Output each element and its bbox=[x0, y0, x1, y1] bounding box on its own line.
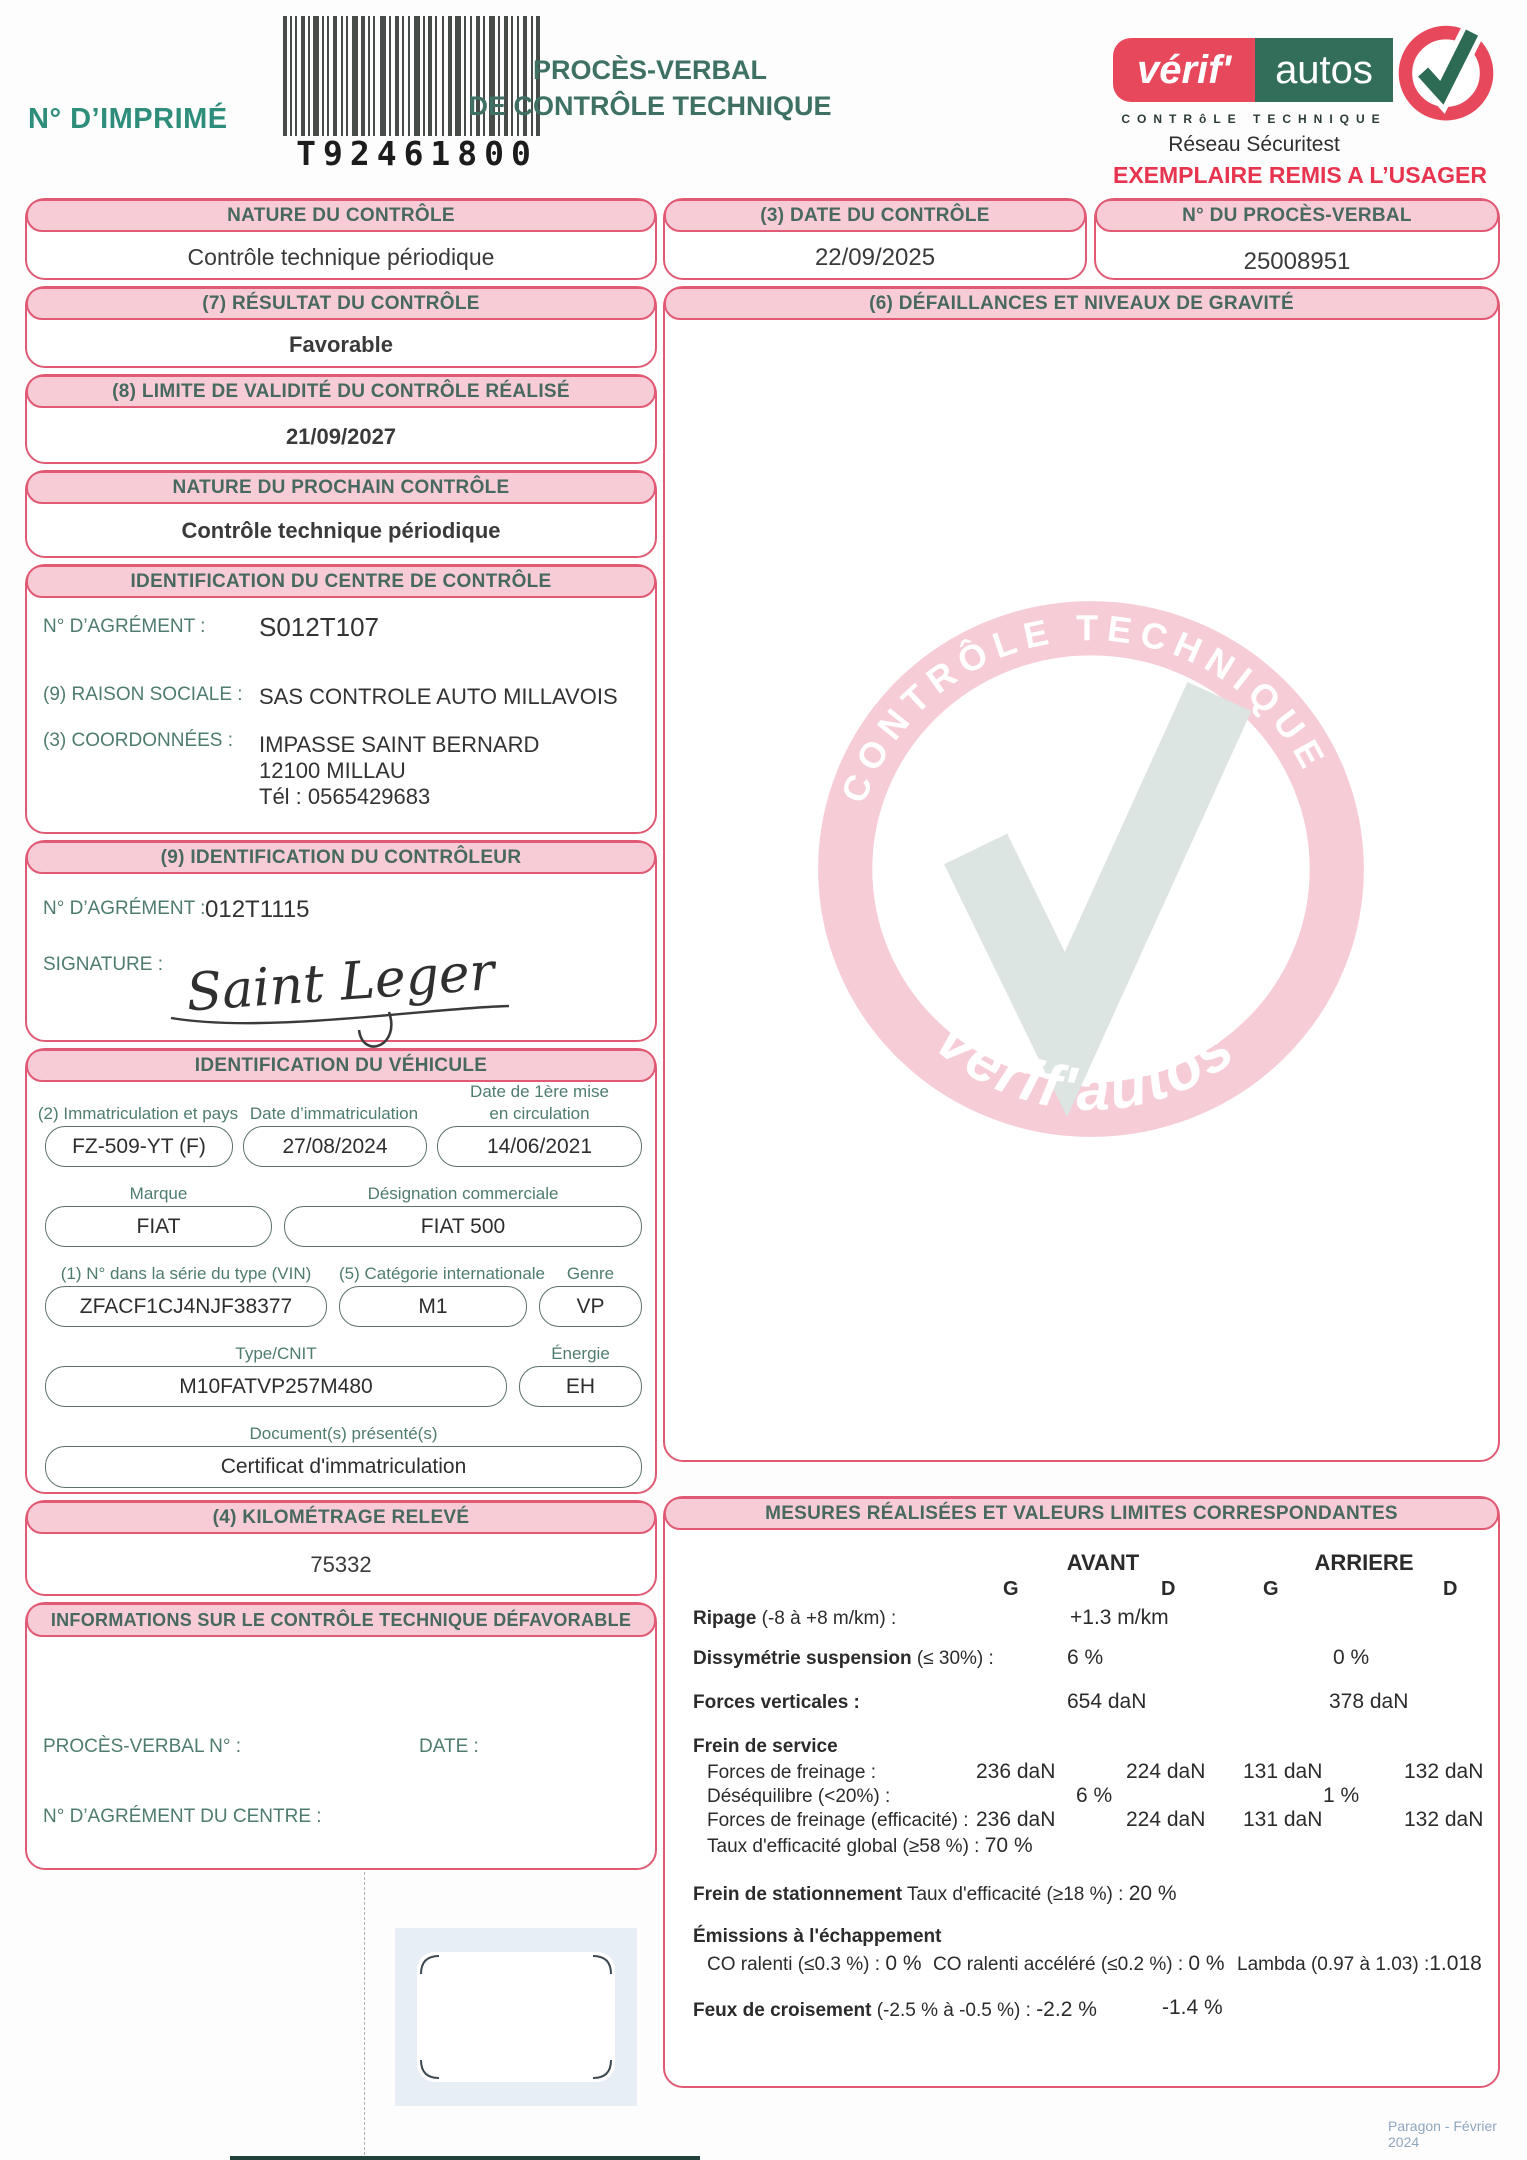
col-g1: G bbox=[1003, 1578, 1019, 1600]
defavorable-agrement-label: N° D’AGRÉMENT DU CENTRE : bbox=[43, 1806, 322, 1827]
feux-row bbox=[693, 1998, 1097, 2022]
brand-subtitle: CONTRôLE TECHNIQUE bbox=[1121, 112, 1387, 126]
brand-network: Réseau Sécuritest bbox=[1168, 133, 1340, 156]
documents-value: Certificat d'immatriculation bbox=[45, 1446, 642, 1488]
ffe-avant-g: 236 daN bbox=[976, 1808, 1056, 1831]
co-ralenti-label: CO ralenti (≤0.3 %) : bbox=[707, 1954, 881, 1975]
ripage-label-bold: Ripage bbox=[693, 1608, 757, 1629]
pv-value: 25008951 bbox=[1243, 248, 1351, 275]
section-defaillances-header bbox=[664, 287, 1499, 320]
signature-image bbox=[157, 914, 517, 1049]
watermark-bottom-text: vérif'autos bbox=[924, 1005, 1248, 1124]
frein-service-title: Frein de service bbox=[693, 1736, 838, 1757]
scan-edge-strip bbox=[230, 2156, 700, 2160]
mise-circ-label-1: Date de 1ère mise bbox=[470, 1082, 609, 1101]
col-arriere: ARRIERE bbox=[1314, 1550, 1414, 1575]
energie-value: EH bbox=[519, 1366, 642, 1407]
section-nature bbox=[25, 198, 657, 280]
ripage-avant-value: +1.3 m/km bbox=[1070, 1606, 1169, 1629]
checkmark-circle-icon bbox=[1394, 18, 1498, 122]
feux-droite-value: -1.4 % bbox=[1162, 1996, 1223, 2019]
section-limite bbox=[25, 374, 657, 464]
section-mesures-header bbox=[664, 1497, 1499, 1530]
mise-circ-label-2: en circulation bbox=[489, 1104, 590, 1123]
frein-stationnement-title: Frein de stationnement bbox=[693, 1884, 903, 1905]
ff-avant-d: 224 daN bbox=[1126, 1760, 1206, 1783]
type-cnit-label: Type/CNIT bbox=[235, 1344, 317, 1363]
section-centre-header bbox=[26, 565, 656, 598]
marque-label: Marque bbox=[129, 1184, 188, 1203]
desequilibre-arriere: 1 % bbox=[1323, 1784, 1360, 1807]
printer-credit: Paragon - Février 2024 bbox=[1388, 2118, 1497, 2150]
watermark-logo bbox=[780, 578, 1402, 1150]
centre-agrement-label: N° D’AGRÉMENT : bbox=[43, 616, 206, 637]
date-immat-label: Date d’immatriculation bbox=[249, 1104, 419, 1123]
section-prochain-title: NATURE DU PROCHAIN CONTRÔLE bbox=[172, 476, 510, 498]
date-value: 22/09/2025 bbox=[814, 244, 936, 271]
document-title-line1: PROCÈS-VERBAL bbox=[532, 55, 768, 85]
controleur-agrement-value: 012T1115 bbox=[205, 896, 310, 923]
marque-value: FIAT bbox=[45, 1206, 272, 1247]
nature-value: Contrôle technique périodique bbox=[187, 244, 495, 270]
barcode-number: T92461800 bbox=[296, 134, 538, 173]
section-limite-header bbox=[26, 375, 656, 408]
section-kilometrage bbox=[25, 1500, 657, 1596]
signature-label: SIGNATURE : bbox=[43, 954, 163, 975]
desequilibre-avant: 6 % bbox=[1076, 1784, 1113, 1807]
col-d2: D bbox=[1443, 1578, 1458, 1600]
designation-label: Désignation commerciale bbox=[367, 1184, 559, 1203]
dissymetrie-avant-value: 6 % bbox=[1067, 1646, 1104, 1669]
dissymetrie-label-bold: Dissymétrie suspension bbox=[693, 1648, 912, 1669]
ffe-arriere-g: 131 daN bbox=[1243, 1808, 1323, 1831]
forces-verticales-label: Forces verticales : bbox=[693, 1692, 860, 1713]
ripage-label bbox=[693, 1608, 896, 1630]
co-accelere-value: 0 % bbox=[1188, 1952, 1225, 1975]
controleur-agrement-label: N° D’AGRÉMENT : bbox=[43, 898, 206, 919]
section-limite-title: (8) LIMITE DE VALIDITÉ DU CONTRÔLE RÉALISÉ bbox=[112, 380, 570, 402]
lambda-label: Lambda (0.97 à 1.03) : bbox=[1237, 1954, 1430, 1975]
lambda-value: 1.018 bbox=[1429, 1952, 1482, 1975]
section-date-header bbox=[664, 199, 1086, 232]
centre-raison-label: (9) RAISON SOCIALE : bbox=[43, 684, 243, 705]
col-avant: AVANT bbox=[1066, 1550, 1140, 1575]
fold-line bbox=[364, 1872, 365, 2160]
ff-arriere-d: 132 daN bbox=[1404, 1760, 1484, 1783]
emissions-title: Émissions à l'échappement bbox=[693, 1926, 942, 1947]
imprint-number-label: N° D’IMPRIMÉ bbox=[28, 103, 228, 135]
ff-arriere-g: 131 daN bbox=[1243, 1760, 1323, 1783]
sticker-corner-marks bbox=[417, 1952, 615, 2082]
section-defaillances-title: (6) DÉFAILLANCES ET NIVEAUX DE GRAVITÉ bbox=[869, 292, 1294, 314]
categorie-value: M1 bbox=[339, 1286, 527, 1327]
documents-label: Document(s) présenté(s) bbox=[249, 1424, 438, 1443]
ripage-label-rest: (-8 à +8 m/km) : bbox=[756, 1608, 897, 1629]
section-prochain bbox=[25, 470, 657, 558]
ffe-avant-d: 224 daN bbox=[1126, 1808, 1206, 1831]
signature-name: Saint Leger bbox=[184, 942, 497, 1024]
categorie-label: (5) Catégorie internationale bbox=[339, 1264, 546, 1283]
section-defaillances bbox=[663, 286, 1500, 1462]
copy-notice: EXEMPLAIRE REMIS A L’USAGER bbox=[1112, 162, 1487, 188]
section-centre-title: IDENTIFICATION DU CENTRE DE CONTRÔLE bbox=[130, 570, 552, 592]
type-cnit-value: M10FATVP257M480 bbox=[45, 1366, 507, 1407]
section-resultat-title: (7) RÉSULTAT DU CONTRÔLE bbox=[202, 292, 480, 314]
genre-label: Genre bbox=[566, 1264, 615, 1283]
brand-logo-verif bbox=[1113, 38, 1255, 102]
forces-freinage-efficacite-label: Forces de freinage (efficacité) : bbox=[707, 1810, 969, 1831]
section-nature-title: NATURE DU CONTRÔLE bbox=[227, 204, 455, 226]
sticker-zone bbox=[395, 1928, 637, 2106]
vin-label: (1) N° dans la série du type (VIN) bbox=[60, 1264, 312, 1283]
genre-value: VP bbox=[539, 1286, 642, 1327]
section-kilometrage-header bbox=[26, 1501, 656, 1534]
section-vehicule-title: IDENTIFICATION DU VÉHICULE bbox=[194, 1054, 488, 1076]
taux-global-row bbox=[707, 1834, 1033, 1858]
lambda-row bbox=[1237, 1952, 1482, 1976]
section-nature-header bbox=[26, 199, 656, 232]
centre-adresse2: 12100 MILLAU bbox=[259, 758, 406, 783]
section-mesures-title: MESURES RÉALISÉES ET VALEURS LIMITES CORRESPONDANTES bbox=[765, 1502, 1398, 1524]
mise-circ-value: 14/06/2021 bbox=[437, 1126, 642, 1167]
vin-value: ZFACF1CJ4NJF38377 bbox=[45, 1286, 327, 1327]
centre-agrement-value: S012T107 bbox=[259, 612, 379, 642]
section-pv-header bbox=[1095, 199, 1499, 232]
ff-avant-g: 236 daN bbox=[976, 1760, 1056, 1783]
immat-label: (2) Immatriculation et pays bbox=[37, 1104, 239, 1123]
section-defavorable-header bbox=[26, 1603, 656, 1637]
watermark-top-text: CONTRÔLE TECHNIQUE bbox=[832, 607, 1337, 809]
section-resultat bbox=[25, 286, 657, 368]
forces-verticales-arriere: 378 daN bbox=[1329, 1690, 1409, 1713]
co-ralenti-value: 0 % bbox=[885, 1952, 922, 1975]
brand-name-right: autos bbox=[1275, 47, 1373, 92]
desequilibre-label: Déséquilibre (<20%) : bbox=[707, 1786, 891, 1807]
immat-value: FZ-509-YT (F) bbox=[45, 1126, 233, 1167]
forces-freinage-label: Forces de freinage : bbox=[707, 1762, 876, 1783]
section-pv bbox=[1094, 198, 1500, 280]
resultat-value: Favorable bbox=[289, 332, 393, 357]
defavorable-date-label: DATE : bbox=[419, 1736, 479, 1757]
taux-global-label: Taux d'efficacité global (≥58 %) : bbox=[707, 1836, 980, 1857]
document-title-line2: DE CONTRÔLE TECHNIQUE bbox=[468, 91, 832, 121]
section-controleur-title: (9) IDENTIFICATION DU CONTRÔLEUR bbox=[160, 846, 522, 868]
section-mesures bbox=[663, 1496, 1500, 2088]
kilometrage-value: 75332 bbox=[310, 1552, 372, 1577]
centre-raison-value: SAS CONTROLE AUTO MILLAVOIS bbox=[259, 684, 618, 709]
centre-coordonnees-label: (3) COORDONNÉES : bbox=[43, 730, 234, 751]
brand-name-left: vérif' bbox=[1136, 47, 1231, 92]
section-vehicule-header bbox=[26, 1049, 656, 1082]
centre-adresse1: IMPASSE SAINT BERNARD bbox=[259, 732, 540, 757]
section-defavorable bbox=[25, 1602, 657, 1870]
dissymetrie-label-rest: (≤ 30%) : bbox=[911, 1648, 994, 1669]
dissymetrie-arriere-value: 0 % bbox=[1333, 1646, 1370, 1669]
section-centre bbox=[25, 564, 657, 834]
section-date bbox=[663, 198, 1087, 280]
defavorable-pv-label: PROCÈS-VERBAL N° : bbox=[43, 1736, 241, 1757]
dissymetrie-label bbox=[693, 1648, 994, 1670]
co-ralenti-row bbox=[707, 1952, 922, 1976]
section-pv-title: N° DU PROCÈS-VERBAL bbox=[1182, 204, 1412, 226]
feux-label-bold: Feux de croisement bbox=[693, 2000, 872, 2021]
designation-value: FIAT 500 bbox=[284, 1206, 642, 1247]
frein-stationnement-label: Taux d'efficacité (≥18 %) : bbox=[902, 1884, 1124, 1905]
co-accelere-label: CO ralenti accéléré (≤0.2 %) : bbox=[933, 1954, 1184, 1975]
frein-stationnement-value: 20 % bbox=[1128, 1882, 1177, 1905]
section-date-title: (3) DATE DU CONTRÔLE bbox=[760, 204, 990, 226]
limite-value: 21/09/2027 bbox=[285, 424, 397, 449]
prochain-value: Contrôle technique périodique bbox=[181, 518, 501, 543]
section-kilometrage-title: (4) KILOMÉTRAGE RELEVÉ bbox=[212, 1506, 470, 1528]
date-immat-value: 27/08/2024 bbox=[243, 1126, 427, 1167]
col-d1: D bbox=[1161, 1578, 1176, 1600]
section-prochain-header bbox=[26, 471, 656, 504]
feux-gauche-value: -2.2 % bbox=[1036, 1998, 1097, 2021]
frein-stationnement-row bbox=[693, 1882, 1177, 1906]
centre-telephone: Tél : 0565429683 bbox=[259, 784, 431, 809]
co-accelere-row bbox=[933, 1952, 1225, 1976]
section-controleur bbox=[25, 840, 657, 1042]
ffe-arriere-d: 132 daN bbox=[1404, 1808, 1484, 1831]
section-defavorable-title: INFORMATIONS SUR LE CONTRÔLE TECHNIQUE DÉFAVORABLE bbox=[50, 1609, 632, 1630]
section-controleur-header bbox=[26, 841, 656, 874]
energie-label: Énergie bbox=[551, 1344, 610, 1363]
col-g2: G bbox=[1263, 1578, 1279, 1600]
section-vehicule bbox=[25, 1048, 657, 1494]
feux-label-rest: (-2.5 % à -0.5 %) : bbox=[871, 2000, 1031, 2021]
taux-global-value: 70 % bbox=[984, 1834, 1033, 1857]
section-resultat-header bbox=[26, 287, 656, 320]
brand-logo-autos bbox=[1255, 38, 1393, 102]
forces-verticales-avant: 654 daN bbox=[1067, 1690, 1147, 1713]
